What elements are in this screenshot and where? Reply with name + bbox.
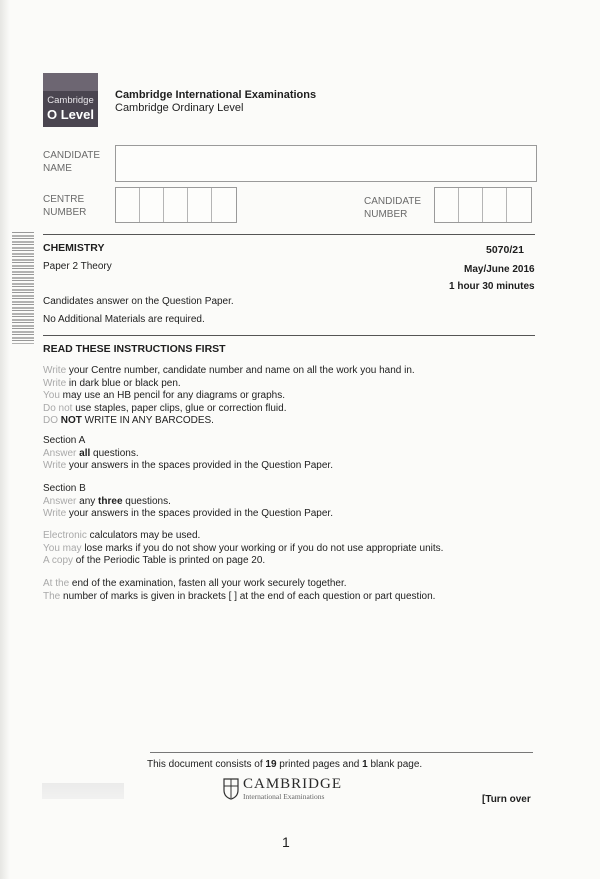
instruction-line: The number of marks is given in brackets [ ] at the end of each question or part question. xyxy=(43,590,436,602)
turn-over-note: [Turn over xyxy=(482,794,531,805)
subject-title: CHEMISTRY xyxy=(43,242,105,254)
candidate-name-label: CANDIDATE NAME xyxy=(43,150,101,174)
instruction-line: Electronic calculators may be used. xyxy=(43,530,201,541)
logo-line-2: O Level xyxy=(47,107,94,122)
cambridge-wordmark-subtitle: International Examinations xyxy=(243,792,325,801)
centre-number-label: CENTRE NUMBER xyxy=(43,194,87,218)
section-a-instructions xyxy=(43,435,333,473)
candidate-number-cell[interactable] xyxy=(507,188,531,222)
instruction-line: Write your answers in the spaces provided in the Question Paper. xyxy=(43,508,333,519)
instruction-line: Write your Centre number, candidate number and name on all the work you hand in. xyxy=(43,365,415,376)
qualification-level: Cambridge Ordinary Level xyxy=(115,102,244,114)
instruction-line: You may use an HB pencil for any diagrams or graphs. xyxy=(43,390,285,401)
instruction-line: Answer any three questions. xyxy=(43,495,171,507)
instruction-line: Answer all questions. xyxy=(43,447,139,459)
candidate-number-cell[interactable] xyxy=(483,188,507,222)
answer-note: Candidates answer on the Question Paper. xyxy=(43,296,234,307)
logo-shield-icon xyxy=(43,73,98,91)
centre-number-cell[interactable] xyxy=(116,188,140,222)
instruction-line: At the end of the examination, fasten all your work securely together. xyxy=(43,578,347,589)
footer-divider xyxy=(150,752,533,753)
candidate-name-field[interactable] xyxy=(115,145,537,182)
materials-note: No Additional Materials are required. xyxy=(43,314,205,325)
section-b-title: Section B xyxy=(43,483,86,494)
instruction-line: You may lose marks if you do not show your working or if you do not use appropriate units. xyxy=(43,542,444,554)
centre-number-cell[interactable] xyxy=(140,188,164,222)
exam-duration: 1 hour 30 minutes xyxy=(449,281,535,292)
cambridge-wordmark: CAMBRIDGE xyxy=(243,776,343,792)
organisation-name: Cambridge International Examinations xyxy=(115,89,317,101)
instruction-line: Write in dark blue or black pen. xyxy=(43,377,181,389)
instruction-line: DO NOT WRITE IN ANY BARCODES. xyxy=(43,415,214,426)
centre-number-cell[interactable] xyxy=(212,188,236,222)
paper-code: 5070/21 xyxy=(486,244,524,256)
cambridge-crest-icon xyxy=(223,778,239,800)
instructions-general xyxy=(43,365,415,428)
page-edge-shadow xyxy=(0,0,10,879)
end-instructions xyxy=(43,578,435,603)
centre-number-cell[interactable] xyxy=(188,188,212,222)
logo-line-1: Cambridge xyxy=(47,95,94,106)
divider-middle xyxy=(43,335,535,336)
instruction-line: Do not use staples, paper clips, glue or correction fluid. xyxy=(43,402,287,414)
instructions-heading: READ THESE INSTRUCTIONS FIRST xyxy=(43,343,226,355)
centre-number-cell[interactable] xyxy=(164,188,188,222)
calculator-instructions xyxy=(43,530,443,568)
section-a-title: Section A xyxy=(43,435,86,446)
faded-barcode-text xyxy=(42,783,124,799)
page-count-note: This document consists of 19 printed pages and 1 blank page. xyxy=(147,759,423,770)
instruction-line: A copy of the Periodic Table is printed on page 20. xyxy=(43,555,266,566)
candidate-number-field[interactable] xyxy=(434,187,532,223)
cambridge-o-level-logo xyxy=(43,73,98,127)
paper-component: Paper 2 Theory xyxy=(43,261,112,272)
barcode xyxy=(12,232,34,344)
centre-number-field[interactable] xyxy=(115,187,237,223)
section-b-instructions xyxy=(43,483,333,521)
exam-session: May/June 2016 xyxy=(464,264,535,275)
page-number: 1 xyxy=(282,834,290,850)
candidate-number-cell[interactable] xyxy=(459,188,483,222)
divider-top xyxy=(43,234,535,235)
candidate-number-cell[interactable] xyxy=(435,188,459,222)
candidate-number-label: CANDIDATE NUMBER xyxy=(364,196,422,220)
instruction-line: Write your answers in the spaces provided in the Question Paper. xyxy=(43,460,333,471)
